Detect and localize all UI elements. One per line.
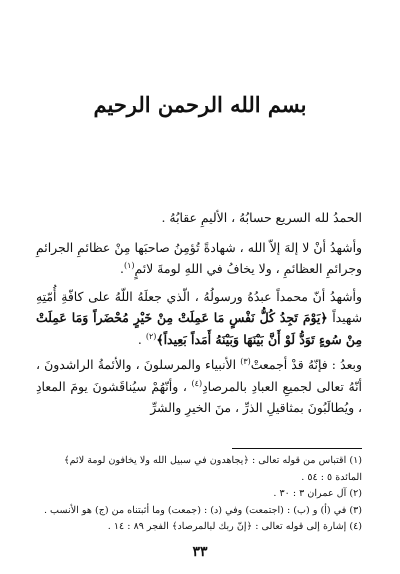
paragraph-consensus [36,354,362,419]
footnote-separator [232,448,362,449]
paragraph-prophet [36,286,362,351]
paragraph-shahada-end: . [119,261,124,276]
footnote-ref-2: (٢) [145,331,157,341]
paragraph-shahada-text: وأشهدُ أنْ لا إلهَ إلاّ الله ، شهادةً تُؤمِنُ صاحبَها مِنْ عظائمِ الجرائمِ وجرائمِ العظائمِ ، ولا يخافُ في اللهِ لومةَ لائمٍ [36,239,362,276]
footnote: (٢) آل عمران ٣ : ٣٠ . [273,488,362,499]
basmala-heading: بسم الله الرحمن الرحيم [93,92,307,117]
page-number: ٣٣ [192,544,208,560]
paragraph-consensus-text-b: الأنبياء والمرسلونَ ، والأئمةُ الراشدونَ ، أنّهُ تعالى لجميعِ العبادِ بالمرصادِ [36,357,362,394]
paragraph-praise [36,207,362,229]
paragraph-praise-text: الحمدُ لله السريع حسابُهُ ، الأليمِ عقابُهُ . [161,210,362,225]
paragraph-consensus-text-a: وبعدُ : فإنّهُ قدْ أجمعتْ [250,357,362,372]
footnote-ref-1: (١) [123,260,135,270]
main-text [36,207,362,419]
footnote: (٤) إشارة إلى قوله تعالى : ﴿إنّ ربك لبالمرصاد﴾ الفجر ٨٩ : ١٤ . [107,521,362,532]
footnote: (١) اقتباس من قوله تعالى : ﴿يجاهدون في سبيل الله ولا يخافون لومة لائم﴾ المائدة ٥ : ٥٤ . [64,455,362,483]
footnote-ref-3: (٣) [240,356,251,366]
paragraph-consensus-text-c: ، وأنّهُمْ سيُناقَشونَ يومَ المعادِ ، ويُطالَبُونَ بمثاقيلِ الذرِّ ، منَ الخيرِ والشرِّ [36,378,362,415]
quran-verse: ﴿يَوْمَ تَجِدُ كُلُّ نَفْسٍ مَا عَمِلَتْ مِنْ خَيْرٍ مُحْضَراً وَمَا عَمِلَتْ مِنْ سُوءٍ تَوَدُّ لَوْ أَنَّ بَيْنَهَا وَبَيْنَهُ أَمَداً بَعِيداً﴾ [36,310,362,347]
footnote: (٣) في (أ) و (ب) : (اجتمعت) وفي (د) : (جمعت) وما أثبتناه من (ج) هو الأنسب . [43,504,362,516]
footnotes [36,453,362,536]
paragraph-prophet-text: وأشهدُ أنّ محمداً عبدُهُ ورسولُهُ ، الّذي جعلَهُ اللّهُ على كافّةِ أُمّتِهِ شهيداً [36,288,362,325]
paragraph-prophet-end: . [137,331,142,347]
footnote-ref-4: (٤) [191,378,203,388]
paragraph-shahada [36,237,362,280]
